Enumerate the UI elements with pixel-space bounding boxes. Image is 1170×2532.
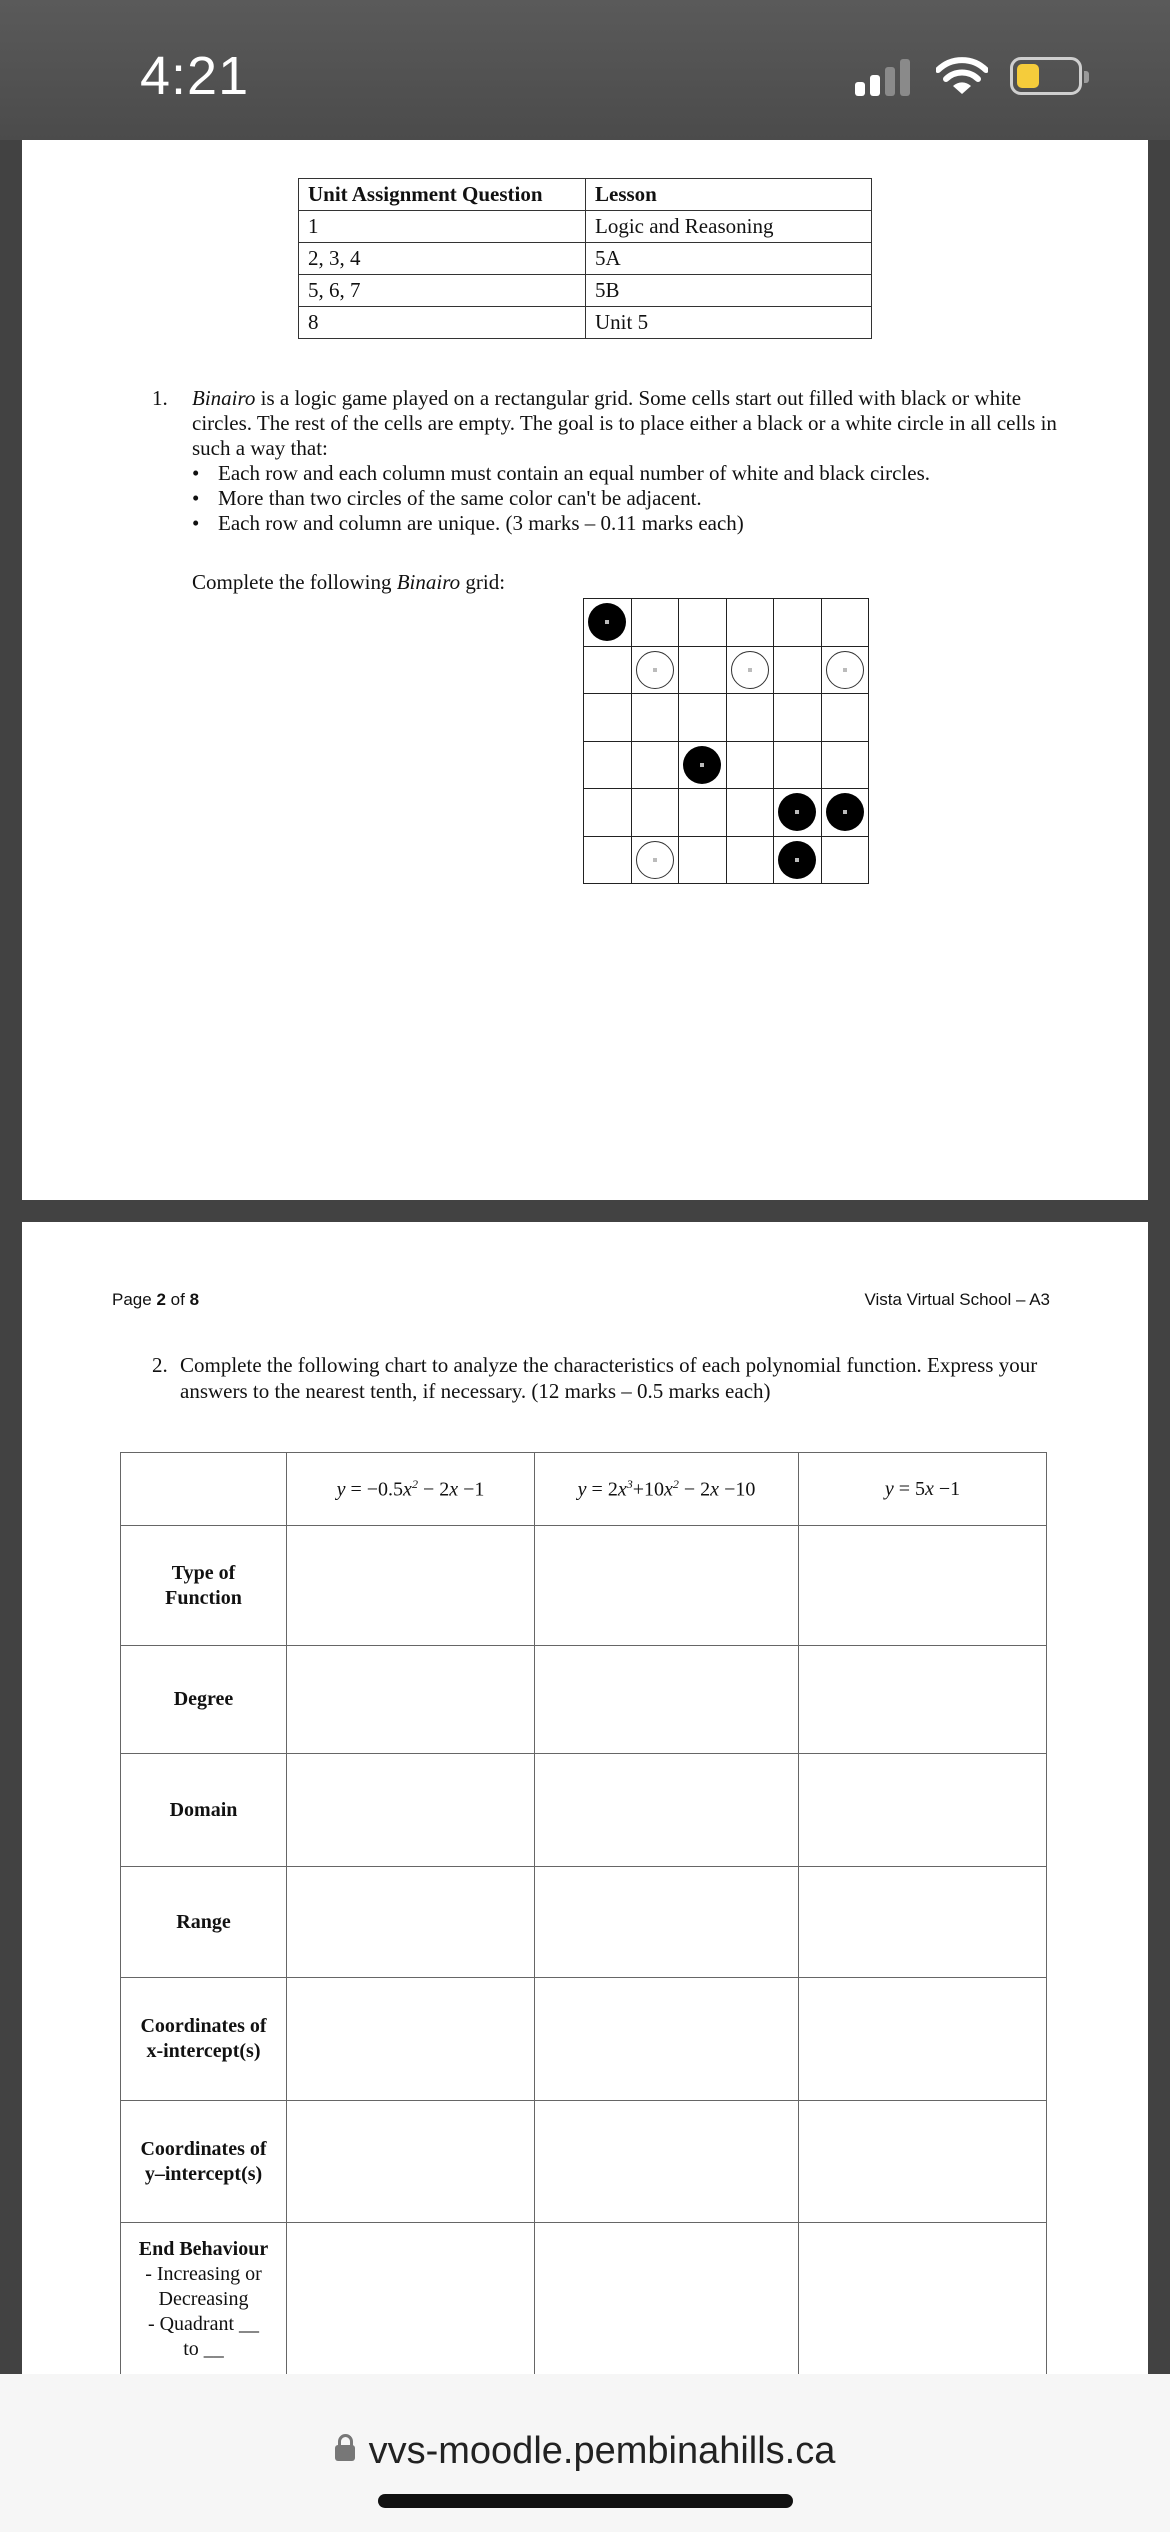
- grid-cell[interactable]: [631, 789, 679, 837]
- row-label-degree: Degree: [121, 1646, 287, 1754]
- cellular-signal-icon: [855, 58, 913, 96]
- answer-cell[interactable]: [287, 2101, 535, 2223]
- school-name: Vista Virtual School – A3: [864, 1290, 1050, 1309]
- grid-row: [584, 599, 869, 647]
- black-circle: [778, 841, 816, 879]
- lock-icon: [335, 2445, 355, 2461]
- lesson-table-header: Lesson: [586, 179, 872, 211]
- lesson-table-cell: 5B: [586, 275, 872, 307]
- grid-cell[interactable]: [584, 599, 632, 647]
- row-label-text: Coordinates of: [140, 2137, 267, 2160]
- grid-row: [584, 741, 869, 789]
- rule-item: • Each row and column are unique. (3 marks – 0.11 marks each): [192, 511, 1072, 536]
- grid-instruction-text: Complete the following: [192, 570, 397, 594]
- grid-cell[interactable]: [679, 694, 727, 742]
- grid-cell[interactable]: [631, 694, 679, 742]
- lesson-table-cell: 2, 3, 4: [299, 243, 586, 275]
- grid-cell[interactable]: [631, 741, 679, 789]
- black-circle: [778, 793, 816, 831]
- page-total: 8: [189, 1290, 200, 1309]
- answer-cell[interactable]: [799, 1978, 1047, 2101]
- row-label-domain: Domain: [121, 1754, 287, 1867]
- answer-cell[interactable]: [287, 1978, 535, 2101]
- grid-cell[interactable]: [774, 741, 822, 789]
- white-circle: [731, 651, 769, 689]
- lesson-table-cell: 8: [299, 307, 586, 339]
- grid-cell[interactable]: [726, 836, 774, 884]
- grid-row: [584, 836, 869, 884]
- answer-cell[interactable]: [287, 2223, 535, 2383]
- row-label-text: x-intercept(s): [146, 2040, 261, 2062]
- grid-cell[interactable]: [821, 789, 869, 837]
- grid-cell[interactable]: [774, 694, 822, 742]
- row-label-x-intercepts: [121, 1978, 287, 2101]
- answer-cell[interactable]: [535, 1754, 799, 1867]
- answer-cell[interactable]: [287, 1526, 535, 1646]
- white-circle: [826, 651, 864, 689]
- url-display[interactable]: [0, 2430, 1170, 2473]
- url-text: vvs-moodle.pembinahills.ca: [368, 2430, 836, 2472]
- grid-cell[interactable]: [821, 599, 869, 647]
- answer-cell[interactable]: [535, 1978, 799, 2101]
- grid-row: [584, 789, 869, 837]
- rule-item: • More than two circles of the same color can't be adjacent.: [192, 486, 1072, 511]
- lesson-table-cell: 1: [299, 211, 586, 243]
- question-number: 1.: [152, 386, 168, 410]
- answer-cell[interactable]: [535, 1526, 799, 1646]
- row-label-range: Range: [121, 1867, 287, 1978]
- black-circle: [826, 793, 864, 831]
- question-1: [152, 386, 1072, 536]
- question-2-text: Complete the following chart to analyze the characteristics of each polynomial function. Express your answers to the nearest tenth, if necessary. (12 marks – 0.5 marks each): [180, 1353, 1038, 1403]
- page-current: 2: [156, 1290, 166, 1309]
- home-indicator[interactable]: [378, 2494, 793, 2508]
- grid-cell[interactable]: [679, 789, 727, 837]
- grid-cell[interactable]: [631, 836, 679, 884]
- black-circle: [588, 603, 626, 641]
- status-bar: [0, 0, 1170, 140]
- answer-cell[interactable]: [799, 1867, 1047, 1978]
- grid-row: [584, 694, 869, 742]
- grid-cell[interactable]: [774, 836, 822, 884]
- binairo-grid: [583, 598, 869, 884]
- grid-cell[interactable]: [726, 789, 774, 837]
- document-page-2: [22, 1222, 1148, 2382]
- grid-cell[interactable]: [631, 599, 679, 647]
- grid-instruction-text: grid:: [460, 570, 506, 594]
- status-time: 4:21: [140, 46, 250, 106]
- function-header: $y = 2x^3+10x^2 - 2x -10$: [535, 1453, 799, 1526]
- grid-cell[interactable]: [679, 836, 727, 884]
- rules-list: [192, 461, 1072, 536]
- question-2: [152, 1352, 1092, 1404]
- grid-cell[interactable]: [679, 646, 727, 694]
- grid-cell[interactable]: [726, 646, 774, 694]
- grid-cell[interactable]: [584, 646, 632, 694]
- row-label-text: y–intercept(s): [144, 2162, 263, 2185]
- function-header: $y = -0.5x^2 - 2x -1$: [287, 1453, 535, 1526]
- grid-cell[interactable]: [726, 599, 774, 647]
- grid-cell[interactable]: [821, 741, 869, 789]
- row-label-text: to __: [183, 2338, 224, 2360]
- grid-cell[interactable]: [584, 836, 632, 884]
- lesson-table-cell: Unit 5: [586, 307, 872, 339]
- grid-cell[interactable]: [679, 599, 727, 647]
- white-circle: [636, 651, 674, 689]
- row-label-text: Decreasing: [158, 2288, 249, 2310]
- polynomial-table: [120, 1452, 1047, 2382]
- table-corner-cell: [121, 1453, 287, 1526]
- question-1-text: is a logic game played on a rectangular grid. Some cells start out filled with black or white circles. The rest of the cells are empty. The goal is to place either a black or a white circle in all cells in such a way that:: [192, 386, 1057, 460]
- grid-cell[interactable]: [821, 694, 869, 742]
- grid-row: [584, 646, 869, 694]
- answer-cell[interactable]: [799, 2101, 1047, 2223]
- grid-cell[interactable]: [774, 646, 822, 694]
- grid-cell[interactable]: [584, 694, 632, 742]
- lesson-table: [298, 178, 872, 339]
- row-label-text: End Behaviour: [138, 2238, 269, 2260]
- row-label-text: - Quadrant __: [147, 2313, 260, 2335]
- answer-cell[interactable]: [287, 1646, 535, 1754]
- grid-cell[interactable]: [584, 789, 632, 837]
- browser-address-bar[interactable]: [0, 2374, 1170, 2532]
- answer-cell[interactable]: [535, 2101, 799, 2223]
- answer-cell[interactable]: [799, 1646, 1047, 1754]
- answer-cell[interactable]: [287, 1754, 535, 1867]
- white-circle: [636, 841, 674, 879]
- lesson-table-cell: Logic and Reasoning: [586, 211, 872, 243]
- grid-cell[interactable]: [726, 741, 774, 789]
- row-label-type: [121, 1526, 287, 1646]
- answer-cell[interactable]: [799, 1754, 1047, 1867]
- answer-cell[interactable]: [535, 1646, 799, 1754]
- grid-cell[interactable]: [774, 789, 822, 837]
- answer-cell[interactable]: [799, 1526, 1047, 1646]
- answer-cell[interactable]: [535, 2223, 799, 2383]
- page-number: [112, 1290, 199, 1310]
- row-label-y-intercepts: [121, 2101, 287, 2223]
- grid-instruction: [192, 570, 505, 595]
- question-1-intro: [192, 386, 1072, 461]
- game-name: Binairo: [192, 386, 256, 410]
- page-label: Page: [112, 1290, 152, 1309]
- battery-icon: [1010, 57, 1082, 95]
- black-circle: [683, 746, 721, 784]
- grid-cell[interactable]: [679, 741, 727, 789]
- answer-cell[interactable]: [535, 1867, 799, 1978]
- answer-cell[interactable]: [799, 2223, 1047, 2383]
- document-page-1: [22, 140, 1148, 1200]
- lesson-table-header: Unit Assignment Question: [299, 179, 586, 211]
- lesson-table-cell: 5, 6, 7: [299, 275, 586, 307]
- rule-item: • Each row and each column must contain an equal number of white and black circles.: [192, 461, 1072, 486]
- answer-cell[interactable]: [287, 1867, 535, 1978]
- grid-cell[interactable]: [821, 646, 869, 694]
- grid-cell[interactable]: [631, 646, 679, 694]
- grid-cell[interactable]: [821, 836, 869, 884]
- grid-cell[interactable]: [774, 599, 822, 647]
- row-label-text: Function: [165, 1586, 242, 1609]
- wifi-icon: [936, 56, 988, 96]
- function-header: y = 5x −1: [799, 1453, 1047, 1526]
- grid-cell[interactable]: [726, 694, 774, 742]
- row-label-end-behaviour: [121, 2223, 287, 2383]
- grid-cell[interactable]: [584, 741, 632, 789]
- row-label-text: Type of: [171, 1561, 236, 1584]
- lesson-table-cell: 5A: [586, 243, 872, 275]
- row-label-text: - Increasing or: [145, 2263, 262, 2285]
- game-name: Binairo: [396, 570, 461, 594]
- row-label-text: Coordinates of: [140, 2015, 267, 2037]
- question-number: 2.: [152, 1353, 168, 1377]
- page-of: of: [170, 1290, 185, 1309]
